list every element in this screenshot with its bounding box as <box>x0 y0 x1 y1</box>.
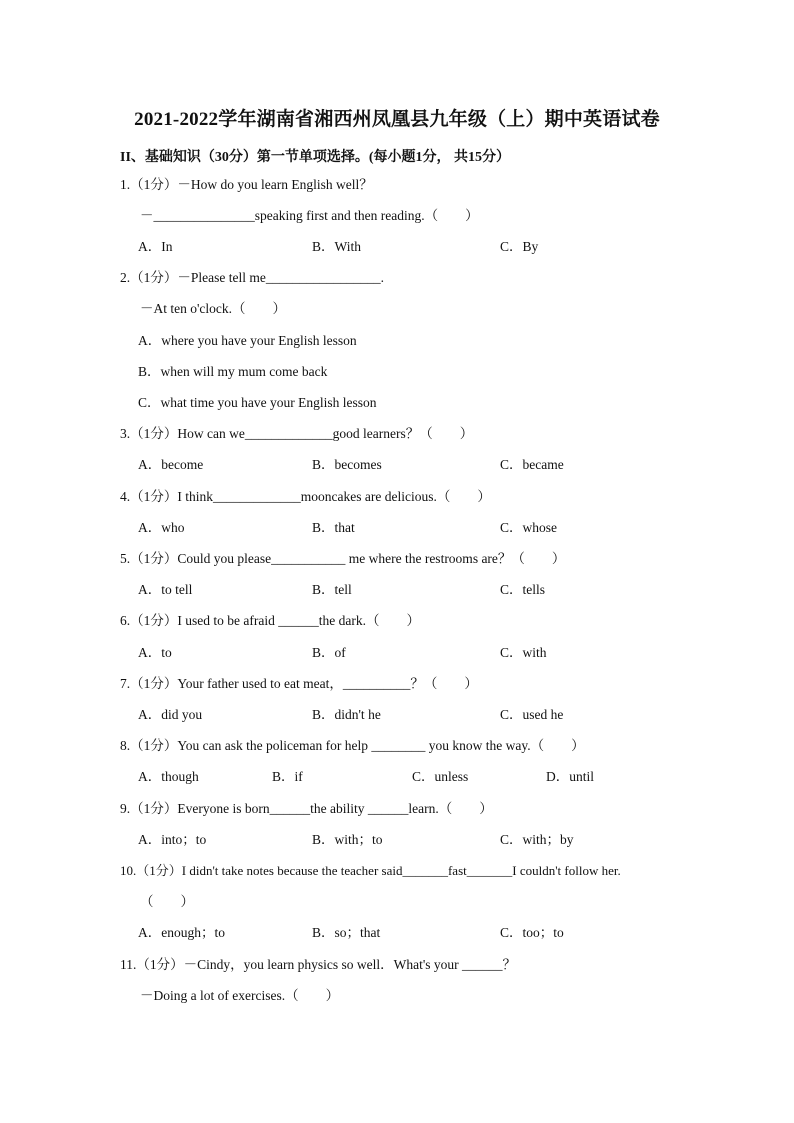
question-3-stem: 3.（1分）How can we_____________good learners？（ ） <box>120 426 474 441</box>
question-2-option-a[interactable]: A．where you have your English lesson <box>138 333 357 348</box>
question-8-stem: 8.（1分）You can ask the policeman for help ________ you know the way.（ ） <box>120 738 585 753</box>
question-11-followup: －Doing a lot of exercises.（ ） <box>140 988 340 1003</box>
question-11-stem: 11.（1分）－Cindy，you learn physics so well．What's your ______？ <box>120 957 517 972</box>
question-6-option-b[interactable]: B．of <box>312 645 346 660</box>
question-2-stem: 2.（1分）－Please tell me_________________. <box>120 270 384 285</box>
question-8-option-c[interactable]: C．unless <box>412 769 469 784</box>
question-7-option-c[interactable]: C．used he <box>500 707 564 722</box>
question-7-option-a[interactable]: A．did you <box>138 707 203 722</box>
question-5-option-c[interactable]: C．tells <box>500 582 546 597</box>
question-4-stem: 4.（1分）I think_____________mooncakes are delicious.（ ） <box>120 489 491 504</box>
question-1-option-a[interactable]: A．In <box>138 239 173 254</box>
question-9-option-c[interactable]: C．with；by <box>500 832 574 847</box>
question-9-option-a[interactable]: A．into；to <box>138 832 207 847</box>
question-5-option-a[interactable]: A．to tell <box>138 582 193 597</box>
question-4-option-a[interactable]: A．who <box>138 520 185 535</box>
question-2-option-c[interactable]: C．what time you have your English lesson <box>138 395 377 410</box>
question-3-option-c[interactable]: C．became <box>500 457 564 472</box>
question-2-option-b[interactable]: B．when will my mum come back <box>138 364 328 379</box>
question-6-option-a[interactable]: A．to <box>138 645 172 660</box>
question-10-option-c[interactable]: C．too；to <box>500 925 564 940</box>
question-5-stem: 5.（1分）Could you please___________ me where the restrooms are？（ ） <box>120 551 566 566</box>
question-7-stem: 7.（1分）Your father used to eat meat，__________？（ ） <box>120 676 478 691</box>
page-title: 2021-2022学年湖南省湘西州凤凰县九年级（上）期中英语试卷 <box>134 109 660 130</box>
question-5-option-b[interactable]: B．tell <box>312 582 352 597</box>
question-8-option-b[interactable]: B．if <box>272 769 303 784</box>
question-3-option-b[interactable]: B．becomes <box>312 457 382 472</box>
question-7-option-b[interactable]: B．didn't he <box>312 707 381 722</box>
question-1-followup: －_______________speaking first and then reading.（ ） <box>140 208 479 223</box>
question-4-option-c[interactable]: C．whose <box>500 520 557 535</box>
question-10-followup: （ ） <box>140 894 194 909</box>
question-2-followup: －At ten o'clock.（ ） <box>140 301 287 316</box>
section-heading: II、基础知识（30分）第一节单项选择。(每小题1分， 共15分） <box>120 150 511 165</box>
question-1-option-c[interactable]: C．By <box>500 239 539 254</box>
question-1-stem: 1.（1分）－How do you learn English well？ <box>120 177 373 192</box>
question-9-stem: 9.（1分）Everyone is born______the ability ______learn.（ ） <box>120 801 493 816</box>
question-10-option-a[interactable]: A．enough；to <box>138 925 225 940</box>
question-4-option-b[interactable]: B．that <box>312 520 355 535</box>
question-6-stem: 6.（1分）I used to be afraid ______the dark.（ ） <box>120 613 420 628</box>
question-6-option-c[interactable]: C．with <box>500 645 547 660</box>
question-8-option-d[interactable]: D．until <box>546 769 595 784</box>
question-10-option-b[interactable]: B．so；that <box>312 925 381 940</box>
question-3-option-a[interactable]: A．become <box>138 457 204 472</box>
question-10-stem: 10.（1分）I didn't take notes because the teacher said_______fast_______I couldn't follow her. <box>120 863 621 878</box>
question-9-option-b[interactable]: B．with；to <box>312 832 383 847</box>
question-8-option-a[interactable]: A．though <box>138 769 199 784</box>
question-1-option-b[interactable]: B．With <box>312 239 361 254</box>
